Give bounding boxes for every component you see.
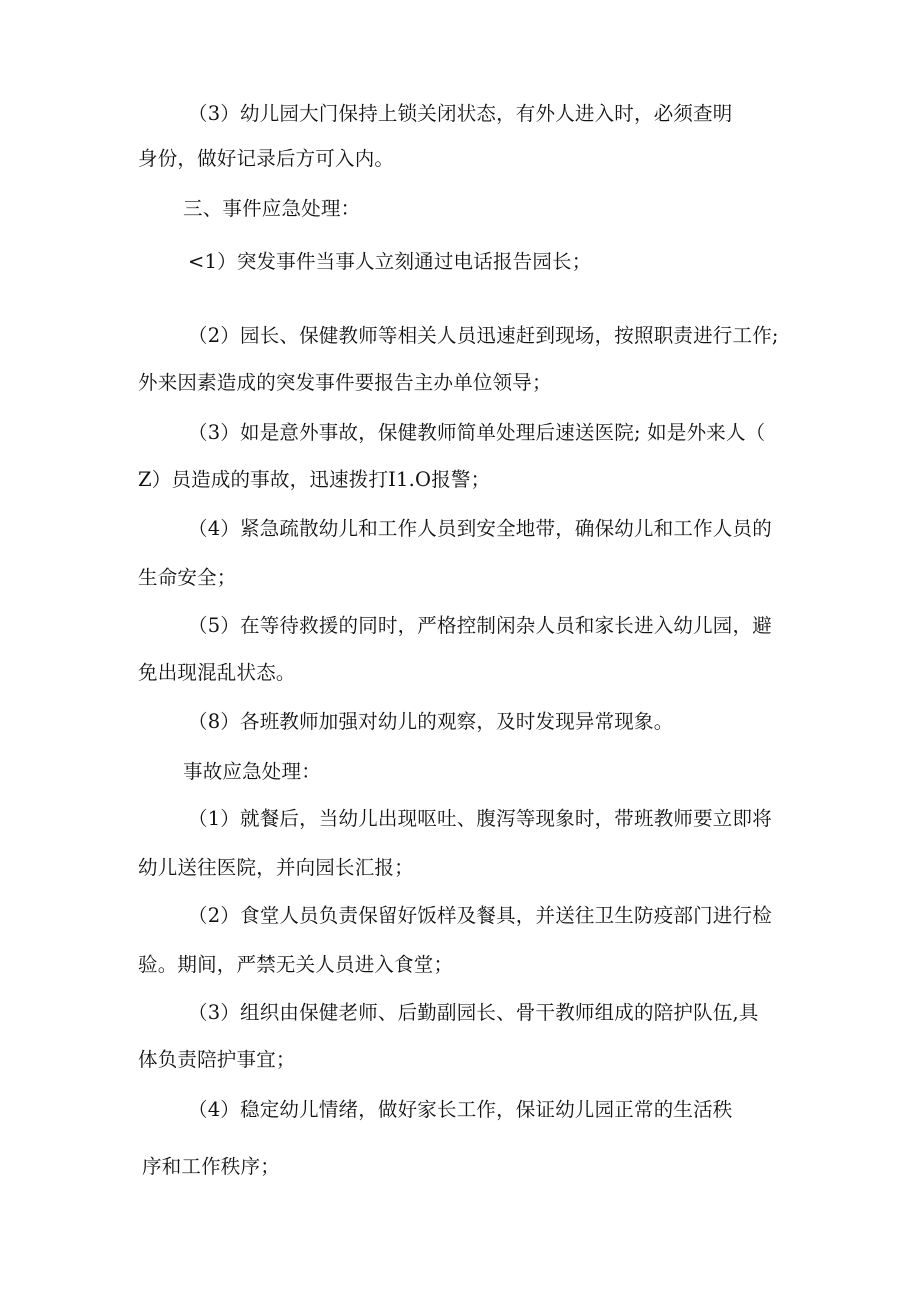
text-line: （3）幼儿园大门保持上锁关闭状态，有外人进入时，必须查明 (188, 102, 733, 125)
text-line: （3）如是意外事故，保健教师简单处理后速送医院; 如是外来人（ (188, 421, 766, 444)
text-line: （8）各班教师加强对幼儿的观察，及时发现异常现象。 (188, 710, 674, 733)
text-line: （5）在等待救援的同时，严格控制闲杂人员和家长进入幼儿园，避 (188, 614, 772, 637)
section-heading: 三、事件应急处理： (183, 197, 361, 220)
text-line: （3）组织由保健老师、后勤副园长、骨干教师组成的陪护队伍,具 (188, 1001, 759, 1024)
text-line: 外来因素造成的突发事件要报告主办单位领导； (138, 371, 552, 394)
text-line: <1）突发事件当事人立刻通过电话报告园长； (188, 250, 592, 273)
text-line: 身份，做好记录后方可入内。 (138, 147, 395, 170)
text-line: （2）食堂人员负责保留好饭样及餐具，并送往卫生防疫部门进行检 (188, 904, 772, 927)
text-line: 体负责陪护事宜； (138, 1048, 296, 1071)
text-line: （4）紧急疏散幼儿和工作人员到安全地带，确保幼儿和工作人员的 (188, 517, 772, 540)
text-line: 免出现混乱状态。 (138, 661, 296, 684)
text-line: 序和工作秩序； (142, 1155, 280, 1178)
text-line: 验。期间，严禁无关人员进入食堂； (138, 953, 454, 976)
text-line: （4）稳定幼儿情绪，做好家长工作，保证幼儿园正常的生活秩 (188, 1098, 733, 1121)
text-line: Z）员造成的事故，迅速拨打I1.O报警； (138, 468, 491, 491)
section-heading: 事故应急处理： (183, 760, 321, 783)
text-line: 幼儿送往医院，并向园长汇报； (138, 856, 414, 879)
text-line: 生命安全； (138, 566, 237, 589)
text-line: （2）园长、保健教师等相关人员迅速赶到现场，按照职责进行工作; (188, 324, 779, 347)
text-line: （1）就餐后，当幼儿出现呕吐、腹泻等现象时，带班教师要立即将 (188, 807, 772, 830)
